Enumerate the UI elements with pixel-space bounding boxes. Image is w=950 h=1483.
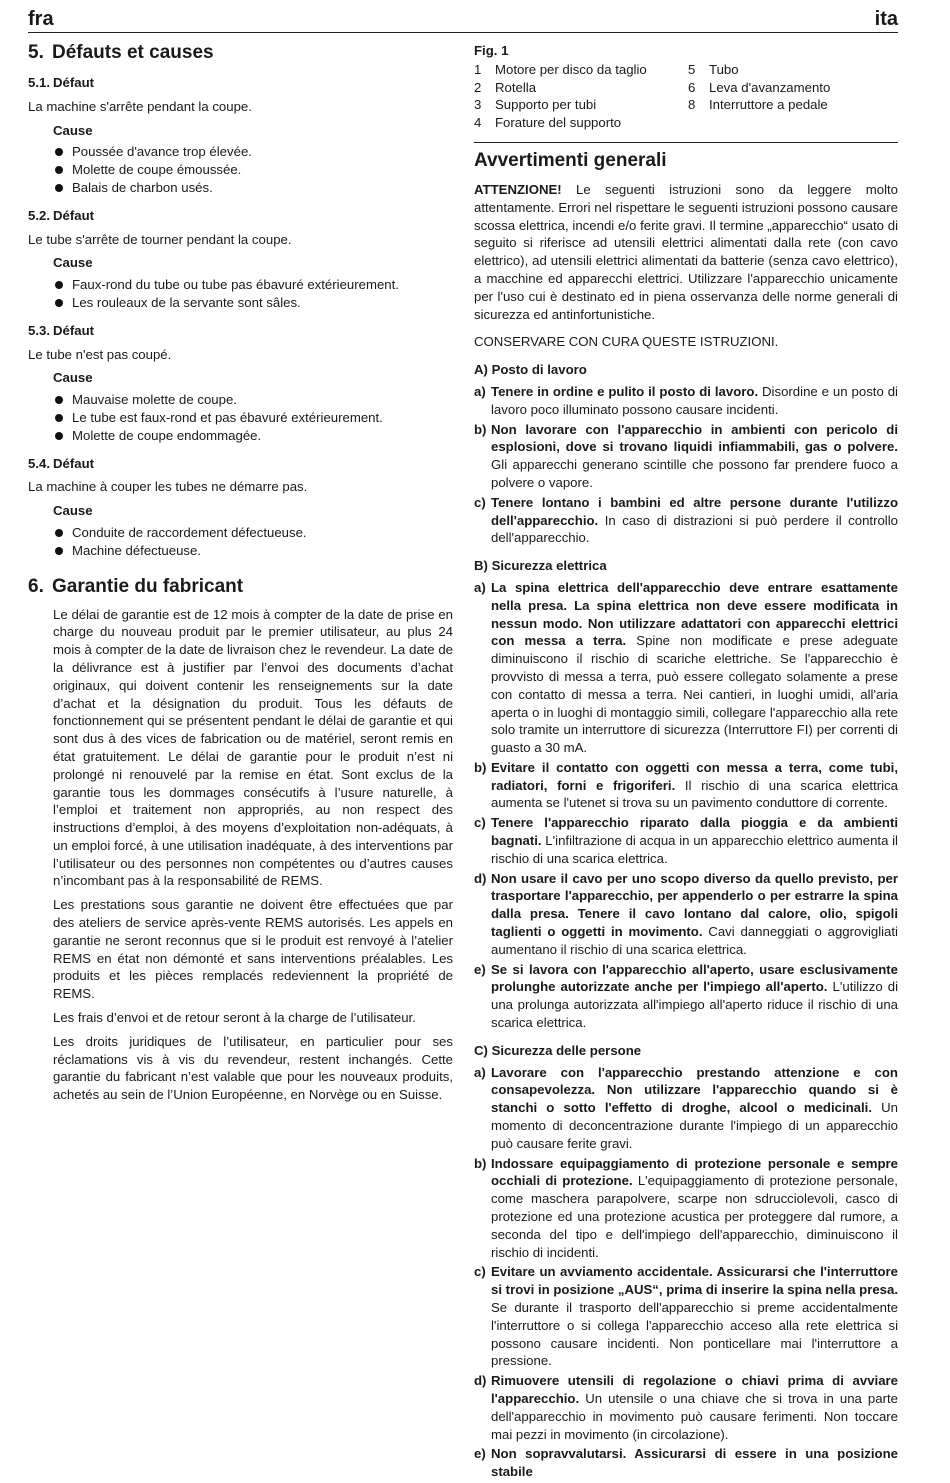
cause-list [53,143,453,196]
instruction-item: b) Non lavorare con l'apparecchio in ambienti con pericolo di esplosioni, dove si trovano liquidi infiammabili, gas o polvere. Gli apparecchi generano scintille che possono far prendere fuoco a polvere o vapore. [474,421,898,490]
instruction-item: c) Tenere lontano i bambini ed altre persone durante l'utilizzo dell'apparecchio. In caso di distrazioni si può perdere il controllo dell'apparecchio. [474,494,898,546]
italian-column [474,40,898,1483]
cause-item: Balais de charbon usés. [53,179,453,197]
keep-instructions: CONSERVARE CON CURA QUESTE ISTRUZIONI. [474,334,779,350]
cause-item: Le tube est faux-rond et pas ébavuré extérieurement. [53,409,453,427]
instruction-item: c) Tenere l'apparecchio riparato dalla pioggia e da ambienti bagnati. L'infiltrazione di acqua in un apparecchio elettrico aumenta il rischio di una scarica elettrica. [474,815,898,866]
cause-label: Cause [53,370,93,386]
defect-5-3 [28,322,453,445]
defect-description: Le tube s'arrête de tourner pendant la coupe. [28,231,292,247]
page-header [28,6,898,33]
figure-legend [474,61,898,132]
instruction-item: a) Tenere in ordine e pulito il posto di lavoro. Disordine e un posto di lavoro poco illuminato possono causare incidenti. [474,383,898,417]
guarantee-paragraph: Le délai de garantie est de 12 mois à compter de la date de prise en charge du nouveau produit par le premier utilisateur, au plus 24 mois à compter de la date de livraison chez le revendeur. La date de la délivrance est à justifier par l’envoi des documents d’achat originaux, qui doivent contenir les renseignements sur la date d’achat et la désignation du produit. Tous les défauts de fonctionnement qui se présentent pendant le délai de garantie et qui sont dus à des vices de fabrication ou de matériel, seront remis en état gratuitement. Le délai de garantie pour le produit n’est ni prolongé ni renouvelé par la remise en état. Sont exclus de la garantie tous les dommages consécutifs à l’usure naturelle, à l’emploi et traitement non appropriés, au non respect des instructions d’emploi, à des moyens d’exploitation non-adéquats, à un emploi forcé, à une utilisation inadéquate, à des interventions par l’utilisateur ou des personnes non compétentes ou d’autres causes n’incombant pas à la responsabilité de REMS. [53,606,453,889]
cause-item: Molette de coupe émoussée. [53,161,453,179]
cause-list [53,524,453,560]
defect-5-4 [28,455,453,560]
section-c [474,1042,898,1481]
guarantee-paragraph: Les prestations sous garantie ne doivent être effectuées que par des ateliers de service après-vente REMS autorisés. Les appels en garantie ne seront reconnus que si le produit est renvoyé à l’atelier REMS en état non démonté et sans interventions préalables. Les produits et les pièces remplacés redeviennent la propriété de REMS. [53,897,453,1002]
cause-list [53,391,453,444]
legend-item: 8 Interruttore a pedale [688,97,828,113]
cause-label: Cause [53,255,93,271]
instruction-item: a) La spina elettrica dell'apparecchio deve entrare esattamente nella presa. La spina elettrica non deve essere modificata in nessun modo. Non utilizzare adattatori con apparecchi elettrici con messa a terra. Spine non modificate e prese adeguate diminuiscono il rischio di scariche elettriche. Se l'apparecchio è provvisto di messa a terra, può essere collegato solamente a prese con contatto di messa a terra. Nei cantieri, in luoghi umidi, all'aria aperta o in luoghi di montaggio simili, collegare l'apparecchio alla rete solo tramite un interruttore di sicurezza (Interruttore FI) per correnti di guasto a 30 mA. [474,579,898,756]
section-b [474,557,898,1032]
defect-heading: 5.1. Défaut [28,75,95,90]
section-heading: A) Posto di lavoro [474,362,587,378]
cause-item: Les rouleaux de la servante sont sâles. [53,294,453,312]
general-warnings-heading: Avvertimenti generali [474,142,898,173]
legend-item: 4 Forature del supporto [474,115,622,131]
cause-list [53,276,453,312]
legend-item: 2 Rotella [474,79,537,95]
warning-intro: ATTENZIONE! Le seguenti istruzioni sono da leggere molto attentamente. Errori nel rispettare le seguenti istruzioni possono causare scossa elettrica, incendi e/o ferite gravi. Il termine „apparecchio“ usato di seguito si riferisce ad utensili elettrici alimentati dalla rete (con cavo elettrico), ad utensili elettrici alimentati da batterie (senza cavo elettrico), a macchine ed apparecchi elettrici. Utilizzare l'apparecchio unicamente per l'uso cui è destinato ed in piena osservanza delle norme generali di sicurezza ed antinfortunistiche. [474,181,898,322]
defect-heading: 5.3. Défaut [28,322,95,338]
section-heading: B) Sicurezza elettrica [474,558,607,574]
section-heading: C) Sicurezza delle persone [474,1042,642,1058]
cause-item: Poussée d'avance trop élevée. [53,143,453,161]
defect-description: Le tube n'est pas coupé. [28,346,172,362]
guarantee-paragraph: Les droits juridiques de l’utilisateur, en particulier pour ses réclamations vis à vis du revendeur, restent inchangés. Cette garantie du fabricant n’est valable que pour les nouveaux produits, achetés au sein de l’Union Européenne, en Norvège ou en Suisse. [53,1033,453,1103]
language-tag-fr: fra [28,8,54,30]
instruction-item: b) Evitare il contatto con oggetti con messa a terra, come tubi, radiatori, forni e frigoriferi. Il rischio di una scarica elettrica aumenta se l'utenet si trova su un pavimento conduttore di corrente. [474,759,898,811]
instruction-list [474,1064,898,1481]
cause-item: Faux-rond du tube ou tube pas ébavuré extérieurement. [53,276,453,294]
cause-item: Conduite de raccordement défectueuse. [53,524,453,542]
defect-5-2 [28,207,453,312]
defect-5-1 [28,74,453,197]
instruction-item: d) Rimuovere utensili di regolazione o chiavi prima di avviare l'apparecchio. Un utensile o una chiave che si trova in una parte dell'apparecchio in movimento può causare ferimenti. Non toccare mai pezzi in movimento (in circolazione). [474,1373,898,1442]
instruction-item: e) Se si lavora con l'apparecchio all'aperto, usare esclusivamente prolunghe autorizzate anche per l'impiego all'aperto. L'utilizzo di una prolunga autorizzata all'impiego all'aperto riduce il rischio di una scarica elettrica. [474,961,898,1031]
defect-heading: 5.2. Défaut [28,207,95,223]
instruction-list [474,579,898,1032]
french-column [28,40,453,1110]
cause-item: Mauvaise molette de coupe. [53,391,453,409]
legend-item: 1 Motore per disco da taglio [474,61,647,77]
instruction-item: b) Indossare equipaggiamento di protezione personale e sempre occhiali di protezione. L'equipaggiamento di protezione personale, come maschera parapolvere, scarpe non sdrucciolevoli, casco di protezione ed una protezione acustica per proteggere dal rumore, a seconda del tipo e dell'impiego dell'apparecchio, diminuiscono il rischio di incidenti. [474,1155,898,1260]
defect-description: La machine s'arrête pendant la coupe. [28,98,252,114]
figure-legend-title: Fig. 1 [474,43,509,58]
instruction-item: c) Evitare un avviamento accidentale. Assicurarsi che l'interruttore si trovi in posizione „AUS“, prima di inserire la spina nella presa. Se durante il trasporto dell'apparecchio si preme accidentalmente l'interruttore o si collega l'apparecchio acceso alla rete elettrica si possono causare incidenti. Non ponticellare mai l'interruttore a pressione. [474,1264,898,1369]
instruction-item: e) Non sopravvalutarsi. Assicurarsi di essere in una posizione stabile [474,1446,898,1480]
defect-description: La machine à couper les tubes ne démarre pas. [28,479,308,495]
legend-item: 6 Leva d'avanzamento [688,79,831,95]
section-a [474,361,898,547]
section-6-heading: 6. Garantie du fabricant [28,575,244,597]
cause-item: Machine défectueuse. [53,542,453,560]
legend-item: 3 Supporto per tubi [474,97,597,113]
guarantee-paragraph: Les frais d’envoi et de retour seront à la charge de l’utilisateur. [53,1010,416,1026]
instruction-list [474,383,898,547]
cause-item: Molette de coupe endommagée. [53,427,453,445]
defect-heading: 5.4. Défaut [28,455,95,471]
cause-label: Cause [53,122,93,138]
section-5-heading: 5. Défauts et causes [28,42,214,63]
language-tag-it: ita [874,8,898,30]
instruction-item: a) Lavorare con l'apparecchio prestando attenzione e con consapevolezza. Non utilizzare l'apparecchio quando si è stanchi o sotto l'effetto di droghe, alcool o medicinali. Un momento di deconcentrazione durante l'impiego di un apparecchio può causare ferite gravi. [474,1064,898,1151]
legend-item: 5 Tubo [688,61,739,77]
instruction-item: d) Non usare il cavo per uno scopo diverso da quello previsto, per trasportare l'apparecchio, per appenderlo o per estrarre la spina dalla presa. Tenere il cavo lontano dal calore, olio, spigoli taglienti o oggetti in movimento. Cavi danneggiati o aggrovigliati aumentano il rischio di una scarica elettrica. [474,870,898,957]
cause-label: Cause [53,503,93,519]
